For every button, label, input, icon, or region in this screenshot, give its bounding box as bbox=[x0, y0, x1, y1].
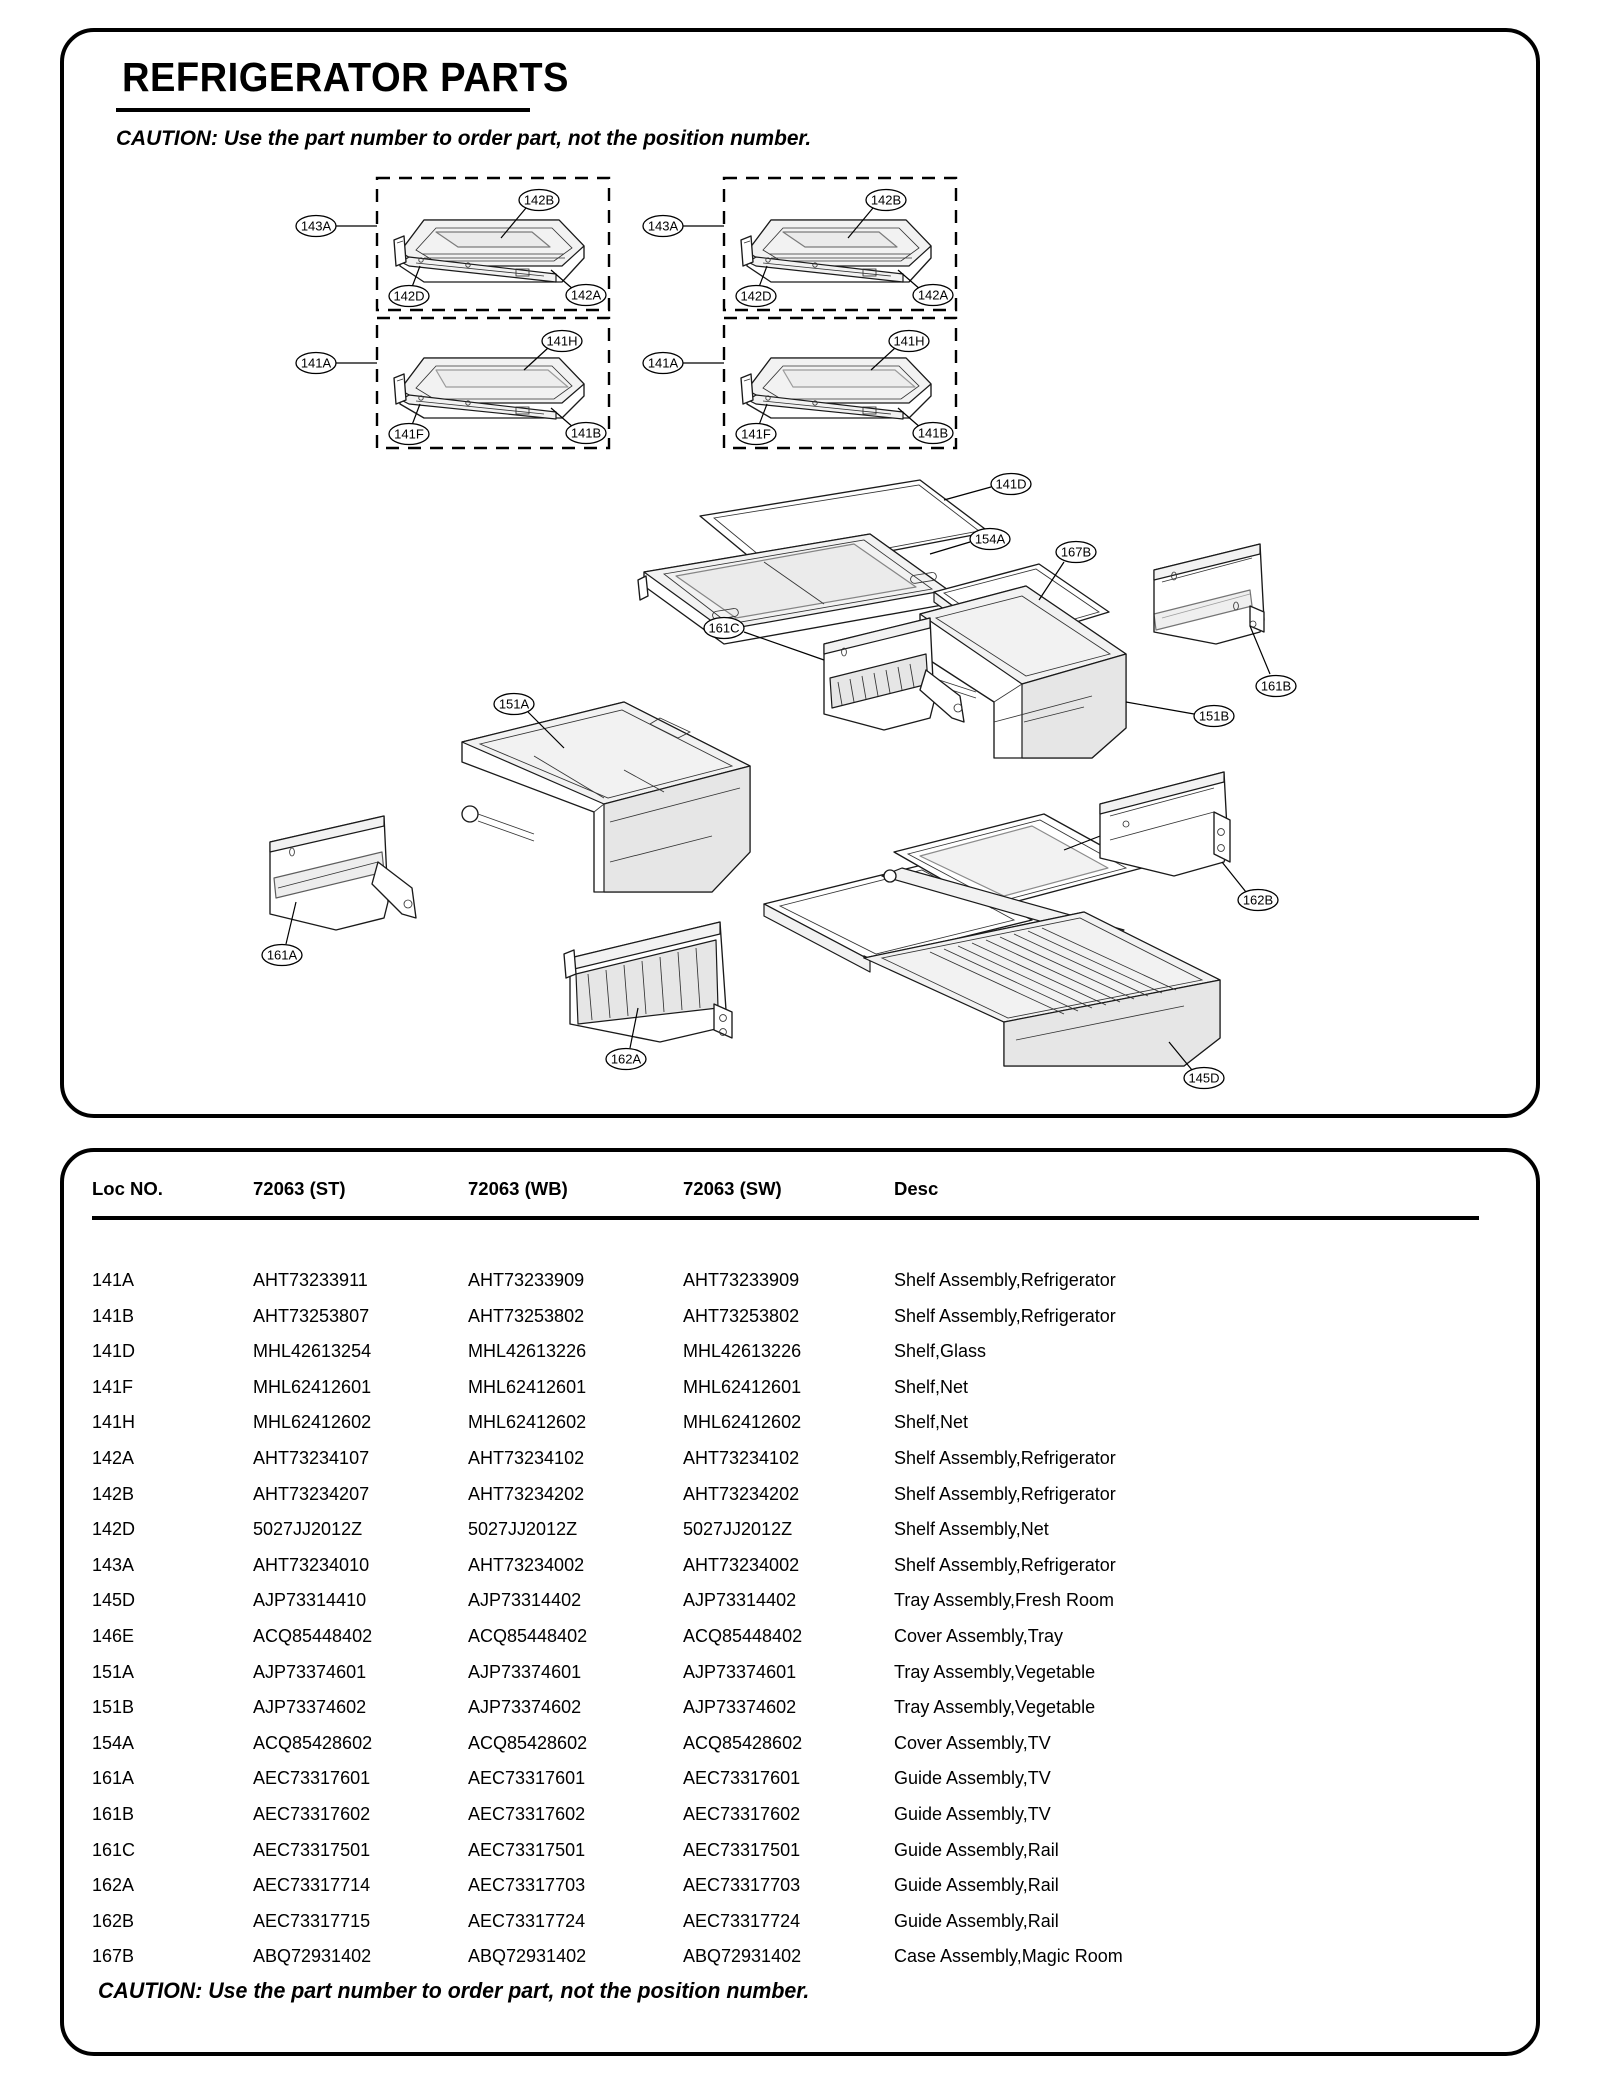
cell-sw: AHT73233909 bbox=[683, 1270, 800, 1290]
callout-label: 151A bbox=[498, 696, 530, 712]
cell-st: AEC73317501 bbox=[253, 1839, 371, 1860]
table-row bbox=[92, 1768, 1512, 1804]
cell-desc: Shelf Assembly,Refrigerator bbox=[894, 1270, 1116, 1290]
callout-label: 141A bbox=[647, 355, 679, 371]
callout-label: 141B bbox=[570, 425, 602, 441]
callout-143A-right bbox=[643, 216, 724, 237]
cell-sw: 5027JJ2012Z bbox=[683, 1519, 793, 1540]
cell-st: MHL62412601 bbox=[253, 1376, 372, 1397]
cell-st: AHT73234107 bbox=[253, 1447, 370, 1468]
cell-loc: 145D bbox=[92, 1590, 136, 1611]
cell-desc: Guide Assembly,Rail bbox=[894, 1875, 1059, 1896]
cell-wb: ABQ72931402 bbox=[468, 1946, 587, 1967]
callout-label: 142D bbox=[393, 288, 425, 304]
callout-label: 162A bbox=[610, 1051, 642, 1067]
parts-table-panel bbox=[60, 1148, 1540, 2056]
callout-label: 142A bbox=[917, 287, 949, 303]
cell-loc: 162B bbox=[92, 1910, 135, 1931]
main-exploded-assembly bbox=[262, 474, 1296, 1089]
cell-wb: AEC73317703 bbox=[468, 1875, 586, 1896]
table-row bbox=[92, 1377, 1512, 1413]
cell-desc: Guide Assembly,Rail bbox=[894, 1910, 1059, 1931]
cell-desc: Cover Assembly,Tray bbox=[894, 1625, 1064, 1646]
cell-desc: Shelf Assembly,Refrigerator bbox=[894, 1554, 1116, 1575]
cell-wb: AJP73314402 bbox=[468, 1590, 582, 1611]
cell-loc: 141A bbox=[92, 1270, 135, 1290]
cell-st: ACQ85448402 bbox=[253, 1625, 373, 1646]
callout-label: 161C bbox=[708, 620, 740, 636]
table-row bbox=[92, 1555, 1512, 1591]
cell-loc: 141D bbox=[92, 1341, 136, 1362]
cell-sw: AJP73374602 bbox=[683, 1697, 797, 1718]
callout-label: 154A bbox=[974, 531, 1006, 547]
shelf-part-142A-right bbox=[741, 220, 931, 282]
table-row bbox=[92, 1840, 1512, 1876]
table-row bbox=[92, 1519, 1512, 1555]
cell-sw: AJP73314402 bbox=[683, 1590, 797, 1611]
cell-wb: MHL62412601 bbox=[468, 1376, 587, 1397]
cell-sw: ABQ72931402 bbox=[683, 1946, 802, 1967]
cell-wb: AHT73233909 bbox=[468, 1270, 585, 1290]
shelf-part-142A-left bbox=[394, 220, 584, 282]
cell-loc: 167B bbox=[92, 1946, 135, 1967]
cell-wb: AJP73374601 bbox=[468, 1661, 582, 1682]
callout-label: 145D bbox=[1188, 1070, 1220, 1086]
callout-label: 142A bbox=[570, 287, 602, 303]
cell-loc: 162A bbox=[92, 1875, 135, 1896]
cell-desc: Shelf,Glass bbox=[894, 1341, 987, 1362]
parts-table bbox=[92, 1172, 1512, 1982]
callout-label: 151B bbox=[1198, 708, 1230, 724]
cell-desc: Tray Assembly,Vegetable bbox=[894, 1697, 1096, 1718]
shelf-group-141A-right bbox=[643, 318, 956, 448]
column-header-loc: Loc NO. bbox=[92, 1178, 163, 1199]
table-row bbox=[92, 1412, 1512, 1448]
cell-desc: Shelf Assembly,Refrigerator bbox=[894, 1447, 1116, 1468]
cell-desc: Guide Assembly,TV bbox=[894, 1768, 1051, 1789]
callout-141A-left bbox=[296, 353, 377, 374]
column-header-st: 72063 (ST) bbox=[253, 1178, 346, 1199]
table-row bbox=[92, 1662, 1512, 1698]
callout-label: 143A bbox=[300, 218, 332, 234]
cell-wb: ACQ85448402 bbox=[468, 1625, 588, 1646]
cell-loc: 161C bbox=[92, 1839, 136, 1860]
table-row bbox=[92, 1875, 1512, 1911]
cell-loc: 154A bbox=[92, 1732, 135, 1753]
callout-label: 167B bbox=[1060, 544, 1092, 560]
callout-label: 161A bbox=[266, 947, 298, 963]
cell-loc: 142B bbox=[92, 1483, 135, 1504]
diagram-panel bbox=[60, 28, 1540, 1118]
cell-wb: AJP73374602 bbox=[468, 1697, 582, 1718]
callout-label: 141H bbox=[893, 333, 925, 349]
table-header-row bbox=[92, 1172, 1512, 1214]
cell-sw: MHL62412602 bbox=[683, 1412, 802, 1433]
cell-desc: Cover Assembly,TV bbox=[894, 1732, 1051, 1753]
cell-st: AEC73317714 bbox=[253, 1875, 371, 1896]
cell-sw: AEC73317703 bbox=[683, 1875, 801, 1896]
table-row bbox=[92, 1590, 1512, 1626]
cell-sw: AHT73253802 bbox=[683, 1305, 800, 1326]
cell-loc: 141F bbox=[92, 1376, 134, 1397]
cell-sw: AHT73234102 bbox=[683, 1447, 800, 1468]
callout-label: 142B bbox=[523, 192, 555, 208]
cell-loc: 141H bbox=[92, 1412, 136, 1433]
cell-st: AJP73374602 bbox=[253, 1697, 367, 1718]
table-row bbox=[92, 1733, 1512, 1769]
cell-sw: AHT73234202 bbox=[683, 1483, 800, 1504]
cell-desc: Case Assembly,Magic Room bbox=[894, 1946, 1123, 1967]
callout-label: 162B bbox=[1242, 892, 1274, 908]
table-row bbox=[92, 1484, 1512, 1520]
cell-st: AJP73314410 bbox=[253, 1590, 367, 1611]
cell-sw: AHT73234002 bbox=[683, 1554, 800, 1575]
caution-note-bottom: CAUTION: Use the part number to order part, not the position number. bbox=[98, 1978, 810, 2003]
cell-desc: Tray Assembly,Fresh Room bbox=[894, 1590, 1115, 1611]
table-row bbox=[92, 1270, 1512, 1306]
exploded-parts-diagram bbox=[64, 162, 1536, 1112]
cell-st: AEC73317715 bbox=[253, 1910, 371, 1931]
table-row bbox=[92, 1911, 1512, 1947]
cell-wb: AEC73317602 bbox=[468, 1803, 586, 1824]
table-row bbox=[92, 1697, 1512, 1733]
cell-wb: AHT73234202 bbox=[468, 1483, 585, 1504]
column-header-desc: Desc bbox=[894, 1178, 939, 1199]
callout-label: 141F bbox=[394, 426, 424, 442]
cell-sw: AEC73317601 bbox=[683, 1768, 801, 1789]
cell-wb: AEC73317724 bbox=[468, 1910, 586, 1931]
cell-sw: ACQ85428602 bbox=[683, 1732, 803, 1753]
shelf-group-141A-left bbox=[296, 318, 609, 448]
cell-st: AHT73253807 bbox=[253, 1305, 370, 1326]
shelf-group-143A-right bbox=[643, 178, 956, 310]
cell-st: AEC73317601 bbox=[253, 1768, 371, 1789]
shelf-part-141B-left bbox=[394, 358, 584, 419]
callout-label: 142D bbox=[740, 288, 772, 304]
table-row bbox=[92, 1804, 1512, 1840]
cell-desc: Shelf Assembly,Refrigerator bbox=[894, 1305, 1116, 1326]
cell-loc: 151A bbox=[92, 1661, 135, 1682]
part-162A-guide-rail-front bbox=[564, 922, 732, 1042]
callout-143A-left bbox=[296, 216, 377, 237]
cell-st: AHT73234207 bbox=[253, 1483, 370, 1504]
cell-desc: Tray Assembly,Vegetable bbox=[894, 1661, 1096, 1682]
cell-st: MHL62412602 bbox=[253, 1412, 372, 1433]
table-row bbox=[92, 1946, 1512, 1982]
cell-sw: AJP73374601 bbox=[683, 1661, 797, 1682]
part-161A-guide-tv-left bbox=[270, 816, 416, 930]
cell-loc: 151B bbox=[92, 1697, 135, 1718]
callout-161B bbox=[1250, 626, 1296, 697]
cell-loc: 143A bbox=[92, 1554, 135, 1575]
page-title: REFRIGERATOR PARTS bbox=[122, 54, 569, 100]
cell-sw: MHL42613226 bbox=[683, 1341, 802, 1362]
cell-wb: AEC73317501 bbox=[468, 1839, 586, 1860]
cell-st: AEC73317602 bbox=[253, 1803, 371, 1824]
callout-label: 141F bbox=[741, 426, 771, 442]
cell-sw: AEC73317724 bbox=[683, 1910, 801, 1931]
cell-st: 5027JJ2012Z bbox=[253, 1519, 363, 1540]
callout-label: 141H bbox=[546, 333, 578, 349]
shelf-group-143A-left bbox=[296, 178, 609, 310]
cell-wb: AEC73317601 bbox=[468, 1768, 586, 1789]
callout-label: 143A bbox=[647, 218, 679, 234]
part-161B-guide-tv bbox=[1154, 544, 1264, 644]
cell-wb: AHT73234002 bbox=[468, 1554, 585, 1575]
part-162B-guide-rail-right bbox=[1100, 772, 1230, 876]
table-row bbox=[92, 1626, 1512, 1662]
column-header-wb: 72063 (WB) bbox=[468, 1178, 568, 1199]
cell-desc: Shelf Assembly,Refrigerator bbox=[894, 1483, 1116, 1504]
cell-sw: ACQ85448402 bbox=[683, 1625, 803, 1646]
callout-151B bbox=[1126, 702, 1234, 727]
callout-label: 141B bbox=[917, 425, 949, 441]
callout-141A-right bbox=[643, 353, 724, 374]
cell-sw: AEC73317501 bbox=[683, 1839, 801, 1860]
callout-label: 161B bbox=[1260, 678, 1292, 694]
cell-st: ABQ72931402 bbox=[253, 1946, 372, 1967]
cell-st: AHT73234010 bbox=[253, 1554, 370, 1575]
table-row bbox=[92, 1448, 1512, 1484]
cell-st: AHT73233911 bbox=[253, 1270, 368, 1290]
cell-loc: 141B bbox=[92, 1305, 135, 1326]
callout-label: 142B bbox=[870, 192, 902, 208]
cell-desc: Shelf Assembly,Net bbox=[894, 1519, 1049, 1540]
cell-wb: MHL42613226 bbox=[468, 1341, 587, 1362]
cell-wb: ACQ85428602 bbox=[468, 1732, 588, 1753]
cell-wb: AHT73253802 bbox=[468, 1305, 585, 1326]
cell-wb: 5027JJ2012Z bbox=[468, 1519, 578, 1540]
callout-162B bbox=[1222, 862, 1278, 911]
callout-label: 141D bbox=[995, 476, 1027, 492]
cell-wb: AHT73234102 bbox=[468, 1447, 585, 1468]
cell-sw: MHL62412601 bbox=[683, 1376, 802, 1397]
caution-note-top: CAUTION: Use the part number to order part, not the position number. bbox=[116, 126, 812, 150]
cell-loc: 142D bbox=[92, 1519, 136, 1540]
cell-sw: AEC73317602 bbox=[683, 1803, 801, 1824]
cell-desc: Guide Assembly,Rail bbox=[894, 1839, 1059, 1860]
table-row bbox=[92, 1341, 1512, 1377]
shelf-part-141B-right bbox=[741, 358, 931, 419]
cell-wb: MHL62412602 bbox=[468, 1412, 587, 1433]
table-row bbox=[92, 1306, 1512, 1342]
cell-st: AJP73374601 bbox=[253, 1661, 367, 1682]
cell-desc: Shelf,Net bbox=[894, 1376, 969, 1397]
title-underline bbox=[116, 108, 530, 112]
cell-desc: Guide Assembly,TV bbox=[894, 1803, 1051, 1824]
cell-desc: Shelf,Net bbox=[894, 1412, 969, 1433]
table-body bbox=[92, 1270, 1512, 1982]
column-header-sw: 72063 (SW) bbox=[683, 1178, 782, 1199]
cell-loc: 161A bbox=[92, 1768, 135, 1789]
part-167B-magic-room-case bbox=[919, 564, 1126, 758]
cell-loc: 146E bbox=[92, 1625, 135, 1646]
table-header-rule bbox=[92, 1216, 1479, 1220]
callout-141D bbox=[944, 474, 1031, 501]
cell-loc: 161B bbox=[92, 1803, 135, 1824]
cell-st: ACQ85428602 bbox=[253, 1732, 373, 1753]
cell-loc: 142A bbox=[92, 1447, 135, 1468]
callout-label: 141A bbox=[300, 355, 332, 371]
cell-st: MHL42613254 bbox=[253, 1341, 372, 1362]
part-151A-vegetable-tray bbox=[462, 702, 750, 892]
